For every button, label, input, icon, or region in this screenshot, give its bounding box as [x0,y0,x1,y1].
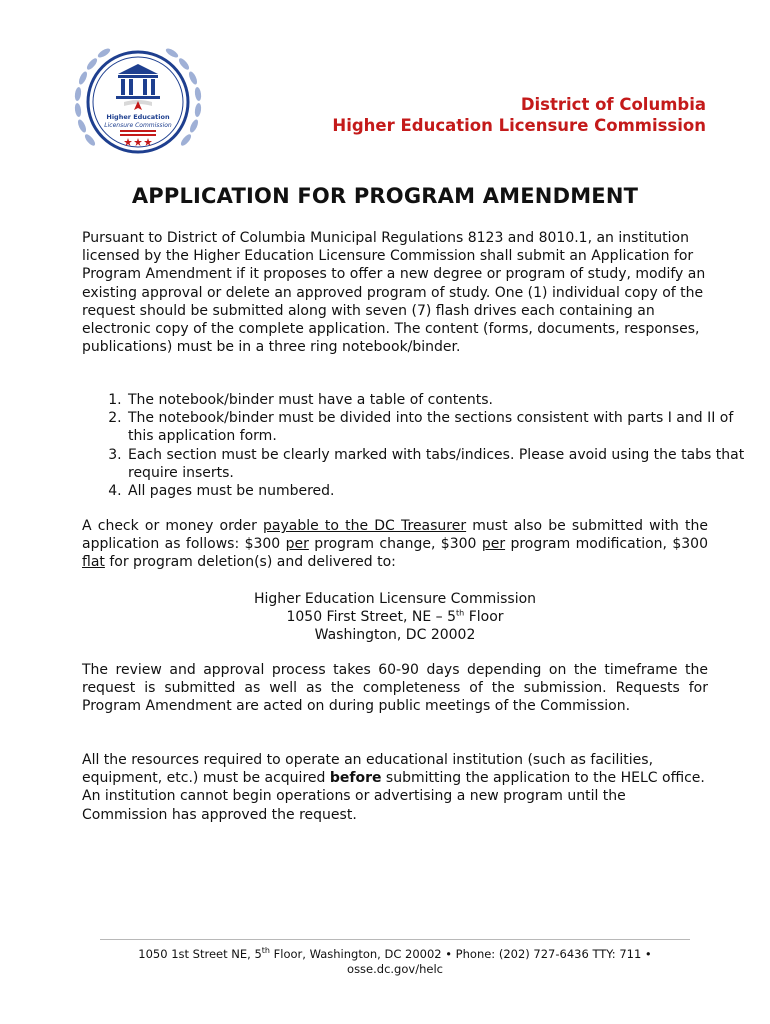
intro-paragraph: Pursuant to District of Columbia Municipal Regulations 8123 and 8010.1, an institution licensed by the Higher Education Licensure Commission shall submit an Application for Program Amendment if it proposes to offer a new degree or program of study, modify an existing approval or delete an approved program of study. One (1) individual copy of the request should be submitted along with seven (7) flash drives each containing an electronic copy of the complete application. The content (forms, documents, responses, publications) must be in a three ring notebook/binder. [82,230,706,356]
document-title: APPLICATION FOR PROGRAM AMENDMENT [131,184,639,208]
ordinal-suffix: th [261,946,270,956]
address-floor: Floor [464,609,504,626]
per-text: per [285,536,309,553]
address-line-1: Higher Education Licensure Commission [253,591,537,607]
address-street: 1050 First Street, NE – 5 [286,609,457,626]
list-item: 2. The notebook/binder must be divided into the sections consistent with parts I and II of this application form. [126,409,752,445]
footer-website: osse.dc.gov/helc [347,962,443,976]
before-emphasis: before [329,770,382,787]
footer-contact: Floor, Washington, DC 20002 • Phone: (202) 727-6436 TTY: 711 • [270,947,652,961]
payment-paragraph [82,517,708,572]
payment-text: must also be submitted with the application as follows: $300 [82,518,708,553]
seal-text-line1: Higher Education [106,113,170,121]
list-item: 4. All pages must be numbered. [126,482,752,500]
flat-text: flat [82,554,105,571]
header-line-2: Higher Education Licensure Commission [332,116,706,135]
footer-line-1 [82,947,708,962]
address-line-3: Washington, DC 20002 [314,627,476,644]
header-line-1: District of Columbia [520,95,706,114]
payment-text: A check or money order [82,518,264,534]
resources-text: All the resources required to operate an educational institution (such as facilities, equipment, etc.) must be acquired [82,752,654,787]
payable-to-text: payable to the DC Treasurer [263,518,467,534]
ordinal-suffix: th [456,608,465,618]
binder-requirements-list [82,391,752,500]
resources-paragraph [82,751,708,824]
mailing-address [82,590,708,645]
list-item: 1. The notebook/binder must have a table of contents. [126,391,752,409]
review-paragraph: The review and approval process takes 60-90 days depending on the timeframe the request is submitted as well as the completeness of the submission. Requests for Program Amendment are acted on during public meetings of the Commission. [82,662,708,715]
per-text: per [481,536,506,553]
resources-text: submitting the application to the HELC office. An institution cannot begin operations or advertising a new program until the Commission has approved the request. [82,770,705,823]
agency-header [332,94,706,136]
list-item: 3. Each section must be clearly marked with tabs/indices. Please avoid using the tabs that require inserts. [126,446,752,482]
payment-text: program change, $300 [308,536,482,553]
footer-address: 1050 1st Street NE, 5 [138,947,262,961]
address-line-2 [82,608,708,626]
footer-divider [100,939,690,940]
payment-text: program modification, $300 [505,536,708,553]
helc-seal-logo [72,40,204,164]
payment-text: for program deletion(s) and delivered to: [104,554,396,571]
seal-text-line2: Licensure Commission [104,122,172,129]
page-footer [82,947,708,977]
